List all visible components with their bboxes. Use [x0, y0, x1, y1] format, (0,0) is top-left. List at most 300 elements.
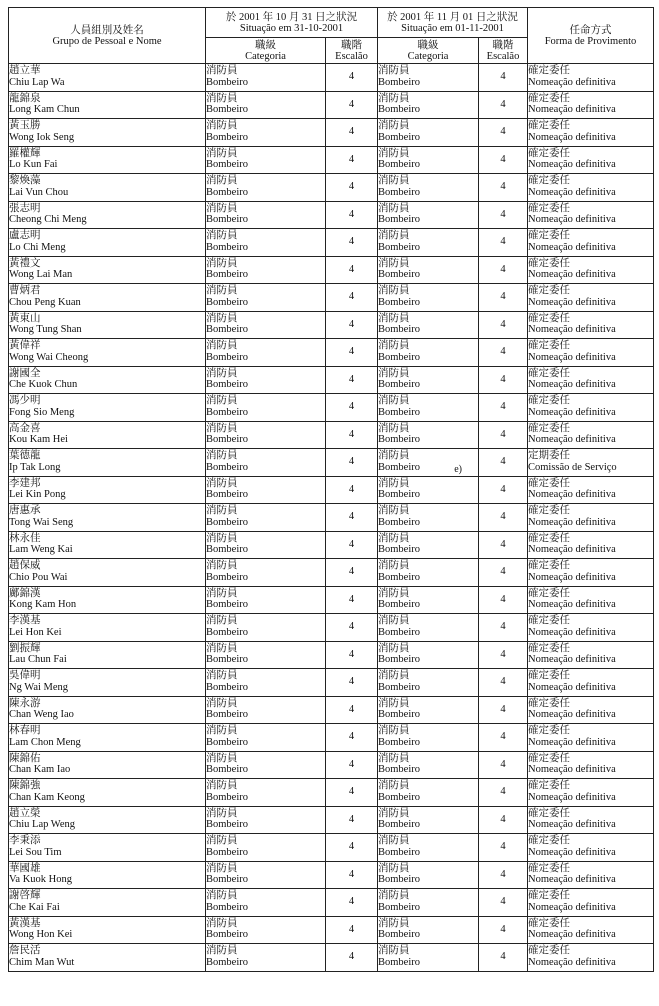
name-portuguese: Lo Kun Fai — [9, 159, 58, 171]
category-cell-2 — [378, 201, 479, 229]
name-chinese: 陳錦強 — [9, 780, 41, 791]
level-cell-1: 4 — [326, 91, 378, 119]
category-chinese: 消防員 — [206, 367, 238, 379]
category-portuguese: Bombeiro — [206, 571, 248, 583]
table-row — [9, 724, 654, 752]
category-chinese: 消防員 — [378, 890, 410, 901]
appointment-chinese: 確定委任 — [528, 147, 570, 159]
category-portuguese: Bombeiro — [206, 131, 248, 143]
category-chinese: 消防員 — [378, 230, 410, 241]
level-cell-1: 4 — [326, 531, 378, 559]
level-cell-1: 4 — [326, 449, 378, 477]
name-portuguese: Chan Kam Iao — [9, 764, 71, 776]
appointment-cell — [528, 696, 654, 724]
name-chinese: 趙立華 — [9, 65, 41, 76]
level-cell-2: 4 — [479, 339, 528, 367]
appointment-portuguese: Nomeação definitiva — [528, 736, 616, 748]
staff-name-cell — [9, 806, 206, 834]
appointment-chinese: 確定委任 — [528, 340, 570, 351]
category-cell-2 — [378, 339, 479, 367]
category-chinese: 消防員 — [378, 835, 410, 846]
category-portuguese: Bombeiro — [378, 241, 420, 253]
appointment-chinese: 確定委任 — [528, 395, 570, 406]
category-portuguese: Bombeiro — [206, 241, 248, 253]
name-portuguese: Wong Lai Man — [9, 269, 73, 281]
category-chinese: 消防員 — [378, 422, 410, 434]
level-cell-1: 4 — [326, 559, 378, 587]
category-cell-2 — [378, 559, 479, 587]
category-chinese: 消防員 — [206, 92, 238, 104]
staff-name-cell — [9, 339, 206, 367]
appointment-chinese: 確定委任 — [528, 65, 570, 76]
name-portuguese: Chou Peng Kuan — [9, 296, 81, 308]
category-chinese: 消防員 — [206, 450, 238, 461]
name-portuguese: Wong Hon Kei — [9, 929, 73, 941]
appointment-portuguese: Nomeação definitiva — [528, 186, 616, 198]
name-chinese: 黃禮文 — [9, 257, 41, 269]
appointment-chinese: 確定委任 — [528, 175, 570, 186]
level-cell-1: 4 — [326, 394, 378, 422]
appointment-cell — [528, 834, 654, 862]
level-cell-2: 4 — [479, 724, 528, 752]
level-cell-2: 4 — [479, 614, 528, 642]
category-chinese: 消防員 — [206, 615, 238, 626]
category-chinese: 消防員 — [206, 560, 238, 571]
name-chinese: 華國雄 — [9, 862, 41, 874]
name-chinese: 李漢基 — [9, 615, 41, 626]
appointment-portuguese: Nomeação definitiva — [528, 406, 616, 418]
category-chinese: 消防員 — [206, 642, 238, 654]
name-chinese: 陳永游 — [9, 697, 41, 709]
level-cell-2: 4 — [479, 944, 528, 972]
category-chinese: 消防員 — [378, 862, 410, 874]
staff-name-cell — [9, 559, 206, 587]
appointment-portuguese: Nomeação definitiva — [528, 709, 616, 721]
category-portuguese: Bombeiro — [206, 296, 248, 308]
table-row — [9, 256, 654, 284]
category-cell-1 — [206, 476, 326, 504]
category-cell-2 — [378, 119, 479, 147]
category-chinese: 消防員 — [206, 147, 238, 159]
category-chinese: 消防員 — [206, 202, 238, 214]
category-cell-1 — [206, 311, 326, 339]
level-cell-1: 4 — [326, 284, 378, 312]
category-portuguese: Bombeiro — [206, 846, 248, 858]
staff-name-cell — [9, 669, 206, 697]
category-chinese: 消防員 — [206, 505, 238, 516]
category-portuguese: Bombeiro — [206, 379, 248, 391]
staff-name-cell — [9, 641, 206, 669]
category-cell-1 — [206, 696, 326, 724]
appointment-cell — [528, 421, 654, 449]
appointment-chinese: 確定委任 — [528, 587, 570, 599]
category-portuguese: Bombeiro — [378, 296, 420, 308]
table-row — [9, 751, 654, 779]
table-row — [9, 669, 654, 697]
name-portuguese: Cheong Chi Meng — [9, 214, 87, 226]
level-cell-2: 4 — [479, 119, 528, 147]
appointment-chinese: 定期委任 — [528, 450, 570, 461]
category-chinese: 消防員 — [206, 862, 238, 874]
appointment-portuguese: Nomeação definitiva — [528, 104, 616, 116]
category-chinese: 消防員 — [206, 532, 238, 544]
name-chinese: 張志明 — [9, 202, 41, 214]
category-portuguese: Bombeiro — [206, 764, 248, 776]
table-row — [9, 64, 654, 92]
staff-name-cell — [9, 64, 206, 92]
appointment-cell — [528, 119, 654, 147]
category-chinese: 消防員 — [378, 917, 410, 929]
appointment-chinese: 確定委任 — [528, 807, 570, 819]
staff-name-cell — [9, 174, 206, 202]
category-chinese: 消防員 — [378, 532, 410, 544]
category-cell-2 — [378, 311, 479, 339]
appointment-portuguese: Nomeação definitiva — [528, 681, 616, 693]
name-chinese: 詹民活 — [9, 945, 41, 956]
table-row — [9, 476, 654, 504]
level-cell-2: 4 — [479, 421, 528, 449]
category-portuguese: Bombeiro — [378, 654, 420, 666]
appointment-cell — [528, 724, 654, 752]
category-chinese: 消防員 — [206, 65, 238, 76]
level-cell-2: 4 — [479, 394, 528, 422]
level-cell-1: 4 — [326, 586, 378, 614]
appointment-cell — [528, 614, 654, 642]
level-cell-1: 4 — [326, 916, 378, 944]
category-cell-1 — [206, 834, 326, 862]
category-chinese: 消防員 — [378, 560, 410, 571]
category-portuguese: Bombeiro — [378, 736, 420, 748]
level-cell-2: 4 — [479, 916, 528, 944]
name-portuguese: Tong Wai Seng — [9, 516, 74, 528]
staff-name-cell — [9, 421, 206, 449]
category-cell-2 — [378, 174, 479, 202]
appointment-cell — [528, 284, 654, 312]
name-portuguese: Chim Man Wut — [9, 956, 75, 968]
table-row — [9, 146, 654, 174]
category-portuguese: Bombeiro — [206, 104, 248, 116]
name-chinese: 陳錦佑 — [9, 752, 41, 764]
category-cell-2 — [378, 531, 479, 559]
appointment-chinese: 確定委任 — [528, 945, 570, 956]
category-cell-2 — [378, 696, 479, 724]
appointment-portuguese: Nomeação definitiva — [528, 819, 616, 831]
appointment-chinese: 確定委任 — [528, 477, 570, 489]
category-cell-2 — [378, 641, 479, 669]
category-portuguese: Bombeiro — [206, 461, 248, 473]
category-cell-1 — [206, 724, 326, 752]
appointment-chinese: 確定委任 — [528, 862, 570, 874]
staff-name-cell — [9, 449, 206, 477]
appointment-portuguese: Nomeação definitiva — [528, 571, 616, 583]
staff-name-cell — [9, 724, 206, 752]
appointment-cell — [528, 201, 654, 229]
category-portuguese: Bombeiro — [378, 159, 420, 171]
category-cell-2 — [378, 229, 479, 257]
category-cell-1 — [206, 449, 326, 477]
category-cell-1 — [206, 614, 326, 642]
category-portuguese: Bombeiro — [206, 736, 248, 748]
category-chinese: 消防員 — [378, 367, 410, 379]
category-portuguese: Bombeiro — [206, 324, 248, 336]
level-cell-1: 4 — [326, 944, 378, 972]
appointment-chinese: 確定委任 — [528, 120, 570, 131]
category-portuguese: Bombeiro — [206, 76, 248, 88]
appointment-portuguese: Nomeação definitiva — [528, 956, 616, 968]
level-cell-2: 4 — [479, 504, 528, 532]
category-chinese: 消防員 — [206, 395, 238, 406]
category-cell-1 — [206, 504, 326, 532]
appointment-cell — [528, 504, 654, 532]
category-cell-1 — [206, 916, 326, 944]
category-cell-2 — [378, 779, 479, 807]
appointment-cell — [528, 91, 654, 119]
category-portuguese: Bombeiro — [206, 791, 248, 803]
name-portuguese: Lei Hon Kei — [9, 626, 62, 638]
table-row — [9, 806, 654, 834]
category-chinese: 消防員 — [378, 340, 410, 351]
category-cell-2 — [378, 916, 479, 944]
appointment-cell — [528, 751, 654, 779]
staff-name-cell — [9, 751, 206, 779]
category-cell-2 — [378, 944, 479, 972]
category-cell-1 — [206, 394, 326, 422]
appointment-portuguese: Nomeação definitiva — [528, 489, 616, 501]
appointment-portuguese: Nomeação definitiva — [528, 76, 616, 88]
category-portuguese: Bombeiro — [378, 764, 420, 776]
name-portuguese: Chan Weng Iao — [9, 709, 74, 721]
appointment-cell — [528, 669, 654, 697]
name-chinese: 林春明 — [9, 725, 41, 736]
category-chinese: 消防員 — [206, 835, 238, 846]
name-portuguese: Long Kam Chun — [9, 104, 80, 116]
category-cell-1 — [206, 779, 326, 807]
appointment-portuguese: Nomeação definitiva — [528, 241, 616, 253]
appointment-chinese: 確定委任 — [528, 560, 570, 571]
appointment-portuguese: Nomeação definitiva — [528, 296, 616, 308]
appointment-cell — [528, 861, 654, 889]
category-portuguese: Bombeiro — [378, 819, 420, 831]
category-portuguese: Bombeiro — [206, 654, 248, 666]
table-row — [9, 531, 654, 559]
staff-rows — [9, 64, 654, 972]
name-portuguese: Lei Kin Pong — [9, 489, 66, 501]
appointment-column-header: 任命方式 Forma de Provimento — [528, 8, 654, 64]
category-chinese: 消防員 — [206, 120, 238, 131]
table-row — [9, 586, 654, 614]
appointment-chinese: 確定委任 — [528, 752, 570, 764]
category-portuguese: Bombeiro — [378, 709, 420, 721]
appointment-portuguese: Nomeação definitiva — [528, 434, 616, 446]
category-chinese: 消防員 — [206, 917, 238, 929]
level-cell-1: 4 — [326, 779, 378, 807]
category-cell-2 — [378, 806, 479, 834]
level-cell-2: 4 — [479, 559, 528, 587]
appointment-cell — [528, 366, 654, 394]
category-chinese: 消防員 — [206, 725, 238, 736]
footnote-mark: e) — [454, 463, 462, 475]
level-cell-1: 4 — [326, 421, 378, 449]
name-portuguese: Chan Kam Keong — [9, 791, 85, 803]
category-cell-1 — [206, 641, 326, 669]
category-cell-1 — [206, 421, 326, 449]
category-portuguese: Bombeiro — [206, 351, 248, 363]
category-portuguese: Bombeiro — [378, 214, 420, 226]
category-portuguese: Bombeiro — [206, 406, 248, 418]
appointment-cell — [528, 806, 654, 834]
level-cell-2: 4 — [479, 641, 528, 669]
level-cell-1: 4 — [326, 504, 378, 532]
appointment-chinese: 確定委任 — [528, 917, 570, 929]
appointment-portuguese: Nomeação definitiva — [528, 131, 616, 143]
level-cell-2: 4 — [479, 586, 528, 614]
category-chinese: 消防員 — [378, 257, 410, 269]
category-cell-1 — [206, 586, 326, 614]
name-portuguese: Chiu Lap Weng — [9, 819, 76, 831]
category-cell-2 — [378, 91, 479, 119]
appointment-cell — [528, 174, 654, 202]
table-row — [9, 779, 654, 807]
staff-name-cell — [9, 91, 206, 119]
category-cell-2 — [378, 394, 479, 422]
level-cell-2: 4 — [479, 531, 528, 559]
category-chinese: 消防員 — [206, 477, 238, 489]
category-portuguese: Bombeiro — [378, 131, 420, 143]
category-portuguese: Bombeiro — [378, 351, 420, 363]
category-chinese: 消防員 — [206, 697, 238, 709]
level-cell-2: 4 — [479, 751, 528, 779]
appointment-portuguese: Nomeação definitiva — [528, 159, 616, 171]
staff-name-cell — [9, 586, 206, 614]
name-chinese: 劉振輝 — [9, 642, 41, 654]
name-portuguese: Kou Kam Hei — [9, 434, 68, 446]
category-chinese: 消防員 — [378, 697, 410, 709]
category-cell-1 — [206, 256, 326, 284]
staff-name-cell — [9, 504, 206, 532]
level-cell-2: 4 — [479, 696, 528, 724]
table-row — [9, 889, 654, 917]
category-cell-1 — [206, 284, 326, 312]
level-cell-1: 4 — [326, 724, 378, 752]
category-portuguese: Bombeiro — [206, 956, 248, 968]
category-portuguese: Bombeiro — [206, 819, 248, 831]
name-portuguese: Che Kuok Chun — [9, 379, 78, 391]
name-chinese: 黃東山 — [9, 312, 41, 324]
staff-name-cell — [9, 779, 206, 807]
category-chinese: 消防員 — [206, 890, 238, 901]
table-row — [9, 944, 654, 972]
category-cell-1 — [206, 91, 326, 119]
category-chinese: 消防員 — [378, 505, 410, 516]
appointment-chinese: 確定委任 — [528, 505, 570, 516]
staff-table — [8, 7, 654, 972]
table-row — [9, 201, 654, 229]
name-portuguese: Lam Weng Kai — [9, 544, 73, 556]
category-portuguese: Bombeiro — [206, 929, 248, 941]
level-header-2: 職階 Escalão — [479, 38, 528, 64]
category-cell-2 — [378, 504, 479, 532]
category-portuguese: Bombeiro — [206, 434, 248, 446]
category-chinese: 消防員 — [378, 807, 410, 819]
level-cell-1: 4 — [326, 64, 378, 92]
appointment-portuguese: Nomeação definitiva — [528, 544, 616, 556]
table-row — [9, 174, 654, 202]
staff-name-cell — [9, 394, 206, 422]
category-cell-2 — [378, 669, 479, 697]
table-row — [9, 311, 654, 339]
category-portuguese: Bombeiro — [378, 186, 420, 198]
category-cell-1 — [206, 861, 326, 889]
level-cell-1: 4 — [326, 641, 378, 669]
category-portuguese: Bombeiro — [378, 406, 420, 418]
category-chinese: 消防員 — [378, 202, 410, 214]
staff-name-cell — [9, 944, 206, 972]
appointment-cell — [528, 476, 654, 504]
level-cell-2: 4 — [479, 91, 528, 119]
category-portuguese: Bombeiro — [378, 379, 420, 391]
appointment-cell — [528, 64, 654, 92]
name-chinese: 曹炳君 — [9, 285, 41, 296]
name-chinese: 盧志明 — [9, 230, 41, 241]
table-row — [9, 394, 654, 422]
level-cell-1: 4 — [326, 256, 378, 284]
level-cell-2: 4 — [479, 311, 528, 339]
name-portuguese: Ip Tak Long — [9, 461, 61, 473]
category-chinese: 消防員 — [378, 780, 410, 791]
table-row — [9, 696, 654, 724]
category-cell-2 — [378, 256, 479, 284]
category-portuguese: Bombeiro — [378, 324, 420, 336]
category-cell-2 — [378, 476, 479, 504]
name-chinese: 趙保威 — [9, 560, 41, 571]
appointment-portuguese: Nomeação definitiva — [528, 846, 616, 858]
category-portuguese: Bombeiro — [378, 846, 420, 858]
name-portuguese: Va Kuok Hong — [9, 874, 72, 886]
name-portuguese: Wong Iok Seng — [9, 131, 75, 143]
level-cell-1: 4 — [326, 119, 378, 147]
name-portuguese: Wong Tung Shan — [9, 324, 82, 336]
level-cell-1: 4 — [326, 339, 378, 367]
name-portuguese: Chio Pou Wai — [9, 571, 68, 583]
appointment-portuguese: Nomeação definitiva — [528, 351, 616, 363]
category-chinese: 消防員 — [206, 780, 238, 791]
category-chinese: 消防員 — [206, 312, 238, 324]
staff-name-cell — [9, 229, 206, 257]
appointment-portuguese: Nomeação definitiva — [528, 654, 616, 666]
category-portuguese: Bombeiro — [206, 599, 248, 611]
category-cell-1 — [206, 669, 326, 697]
category-cell-1 — [206, 146, 326, 174]
name-chinese: 黎煥藻 — [9, 175, 41, 186]
level-cell-1: 4 — [326, 861, 378, 889]
category-chinese: 消防員 — [378, 945, 410, 956]
category-portuguese: Bombeiro — [206, 709, 248, 721]
name-portuguese: Lau Chun Fai — [9, 654, 67, 666]
name-chinese: 謝國全 — [9, 367, 41, 379]
staff-name-cell — [9, 256, 206, 284]
appointment-portuguese: Nomeação definitiva — [528, 269, 616, 281]
table-row — [9, 339, 654, 367]
level-cell-2: 4 — [479, 284, 528, 312]
category-cell-2 — [378, 724, 479, 752]
category-chinese: 消防員 — [378, 450, 410, 461]
category-cell-2 — [378, 449, 479, 477]
category-chinese: 消防員 — [378, 670, 410, 681]
category-cell-2 — [378, 889, 479, 917]
category-cell-1 — [206, 366, 326, 394]
category-portuguese: Bombeiro — [206, 681, 248, 693]
category-chinese: 消防員 — [206, 945, 238, 956]
